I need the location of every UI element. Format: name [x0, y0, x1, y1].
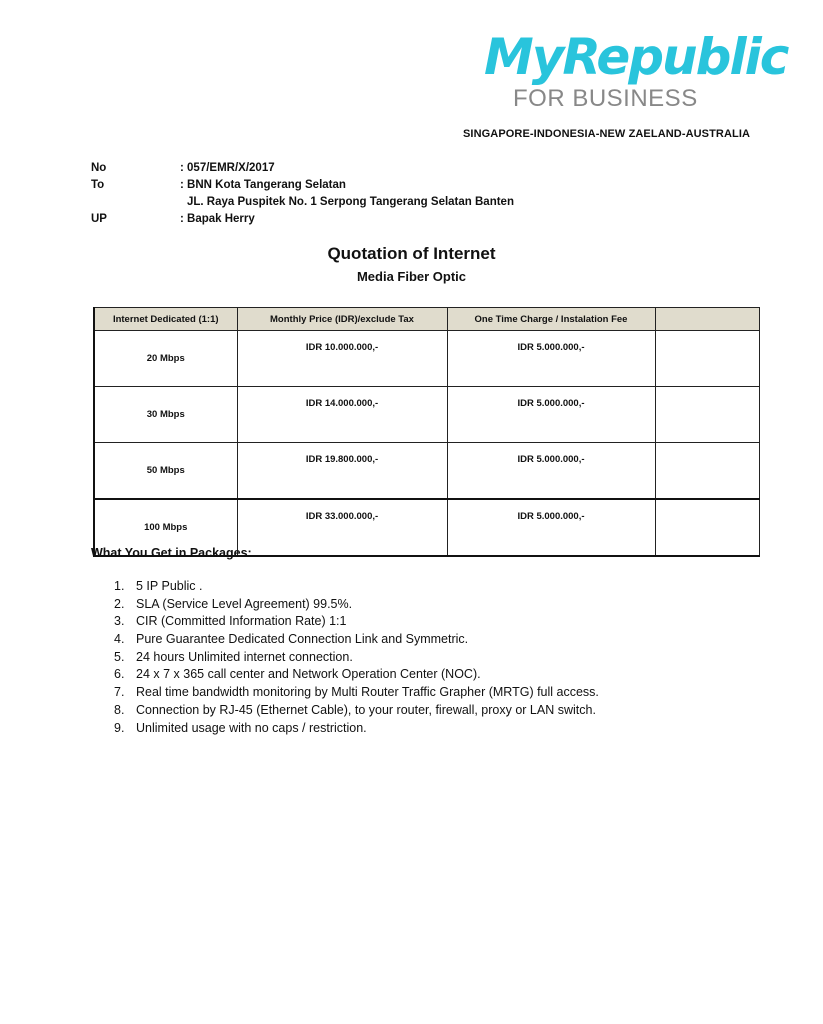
cell-extra [655, 387, 759, 443]
header-monthly: Monthly Price (IDR)/exclude Tax [237, 308, 447, 331]
meta-no-label: No [91, 162, 107, 174]
list-item-number: 4. [114, 632, 125, 647]
list-item-text: Connection by RJ-45 (Ethernet Cable), to your router, firewall, proxy or LAN switch. [136, 702, 596, 717]
cell-onetime: IDR 5.000.000,- [447, 331, 655, 387]
cell-onetime: IDR 5.000.000,- [447, 387, 655, 443]
cell-speed: 50 Mbps [94, 443, 237, 500]
list-item-number: 5. [114, 649, 125, 664]
list-item-text: Pure Guarantee Dedicated Connection Link and Symmetric. [136, 632, 469, 647]
document-subtitle: Media Fiber Optic [356, 269, 467, 284]
table-header-row [94, 308, 759, 331]
document-title: Quotation of Internet [327, 244, 496, 263]
company-logo [480, 28, 788, 112]
logo-tagline: FOR BUSINESS [513, 85, 698, 112]
list-item-number: 8. [114, 702, 125, 717]
pricing-table-container [93, 307, 665, 533]
list-item-number: 6. [114, 667, 125, 682]
meta-address: JL. Raya Puspitek No. 1 Serpong Tangerang Selatan Banten [187, 196, 514, 208]
list-item-number: 2. [114, 596, 125, 611]
list-item-text: SLA (Service Level Agreement) 99.5%. [136, 596, 353, 611]
list-item-text: Unlimited usage with no caps / restriction. [136, 720, 367, 735]
list-item-number: 1. [114, 579, 125, 593]
cell-extra [655, 331, 759, 387]
meta-up-label: UP [91, 213, 107, 225]
table-row [94, 331, 759, 387]
cell-onetime: IDR 5.000.000,- [447, 443, 655, 500]
list-item-number: 9. [114, 720, 125, 735]
list-item-number: 3. [114, 614, 125, 629]
cell-monthly: IDR 19.800.000,- [237, 443, 447, 500]
cell-monthly: IDR 33.000.000,- [237, 499, 447, 556]
pricing-table [93, 307, 760, 557]
header-onetime: One Time Charge / Instalation Fee [447, 308, 655, 331]
header-extra [655, 308, 759, 331]
cell-monthly: IDR 10.000.000,- [237, 331, 447, 387]
list-item-text: 24 hours Unlimited internet connection. [136, 649, 353, 664]
list-item-text: Real time bandwidth monitoring by Multi Router Traffic Grapher (MRTG) full access. [136, 685, 599, 700]
list-item-text: 5 IP Public . [136, 579, 203, 593]
meta-to-value: : BNN Kota Tangerang Selatan [180, 179, 346, 191]
cell-monthly: IDR 14.000.000,- [237, 387, 447, 443]
meta-up-value: : Bapak Herry [180, 213, 255, 225]
cell-speed: 30 Mbps [94, 387, 237, 443]
cell-speed: 100 Mbps [94, 499, 237, 556]
table-row [94, 387, 759, 443]
table-row [94, 443, 759, 500]
regions-line: SINGAPORE-INDONESIA-NEW ZAELAND-AUSTRALIA [463, 128, 751, 140]
list-item-number: 7. [114, 685, 125, 700]
packages-heading: What You Get in Packages: [91, 546, 252, 560]
cell-onetime: IDR 5.000.000,- [447, 499, 655, 556]
cell-speed: 20 Mbps [94, 331, 237, 387]
cell-extra [655, 443, 759, 500]
cell-extra [655, 499, 759, 556]
meta-to-label: To [91, 179, 105, 191]
header-speed: Internet Dedicated (1:1) [94, 308, 237, 331]
meta-no-value: : 057/EMR/X/2017 [180, 162, 275, 174]
list-item-text: CIR (Committed Information Rate) 1:1 [136, 614, 347, 629]
list-item-text: 24 x 7 x 365 call center and Network Operation Center (NOC). [136, 667, 481, 682]
logo-wordmark: MyRepublic [484, 28, 788, 86]
